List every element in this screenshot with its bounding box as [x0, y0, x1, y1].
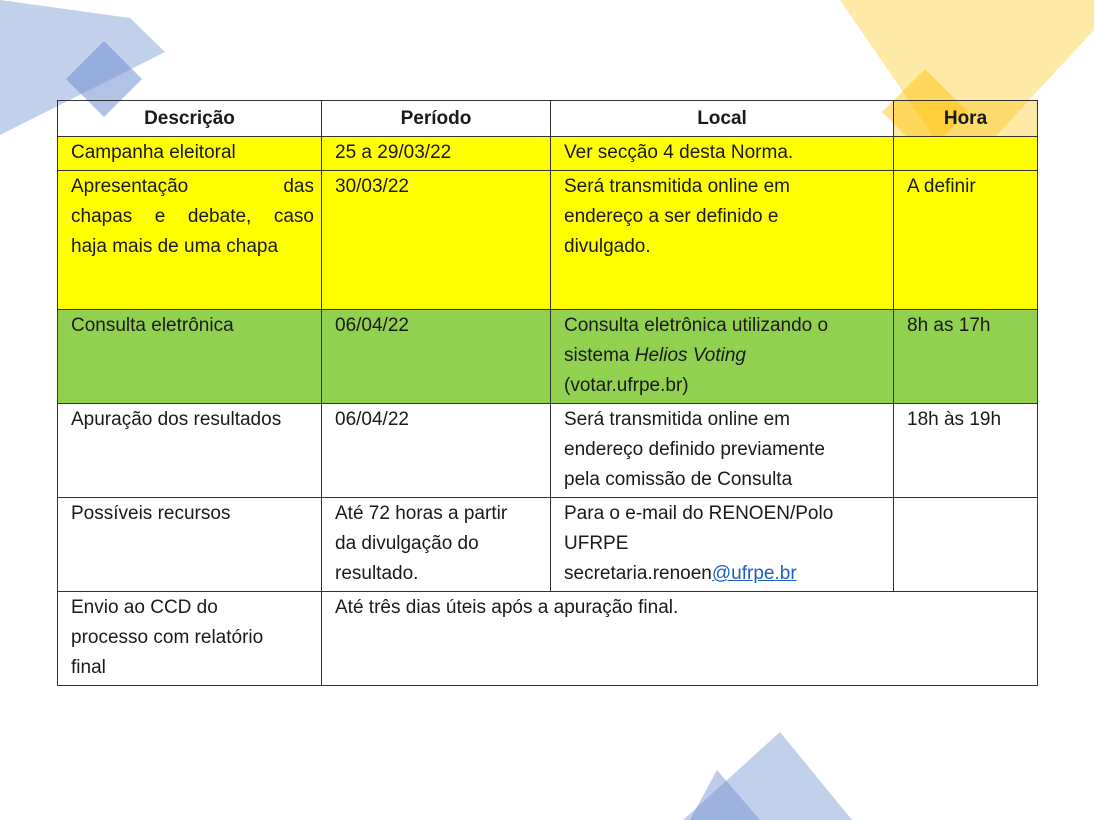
table-row [58, 310, 1038, 404]
cell-hora: 18h às 19h [894, 404, 1038, 498]
cell-line: Envio ao CCD do [71, 597, 218, 618]
cell-line: chapas e debate, caso [71, 206, 314, 227]
header-descricao: Descrição [58, 101, 322, 137]
cell-hora [894, 498, 1038, 592]
cell-hora: 8h as 17h [894, 310, 1038, 404]
email-link[interactable]: @ufrpe.br [711, 563, 797, 584]
cell-line [564, 559, 886, 589]
header-row [58, 101, 1038, 137]
table-row [58, 171, 1038, 310]
cell-descricao: Apuração dos resultados [58, 404, 322, 498]
cell-line: resultado. [335, 563, 419, 584]
cell-descricao [58, 171, 322, 310]
cell-descricao [58, 592, 322, 686]
cell-local [551, 171, 894, 310]
cell-line: (votar.ufrpe.br) [564, 375, 689, 396]
cell-hora: A definir [894, 171, 1038, 310]
cell-periodo: 06/04/22 [322, 404, 551, 498]
cell-line [564, 341, 886, 371]
cell-local [551, 404, 894, 498]
header-hora: Hora [894, 101, 1038, 137]
cell-line: final [71, 657, 106, 678]
cell-text: sistema [564, 345, 635, 366]
cell-line: pela comissão de Consulta [564, 469, 793, 490]
cell-line: da divulgação do [335, 533, 479, 554]
cell-local: Ver secção 4 desta Norma. [551, 137, 894, 171]
cell-periodo: 30/03/22 [322, 171, 551, 310]
cell-line: haja mais de uma chapa [71, 236, 279, 257]
cell-line: divulgado. [564, 236, 651, 257]
cell-periodo: 25 a 29/03/22 [322, 137, 551, 171]
cell-line: Para o e-mail do RENOEN/Polo [564, 503, 834, 524]
cell-periodo [322, 498, 551, 592]
cell-line: Até 72 horas a partir [335, 503, 508, 524]
cell-local [551, 498, 894, 592]
cell-hora [894, 137, 1038, 171]
email-user-text: secretaria.renoen [564, 563, 712, 584]
cell-line: Consulta eletrônica utilizando o [564, 315, 829, 336]
header-local: Local [551, 101, 894, 137]
table-row [58, 137, 1038, 171]
cell-descricao: Campanha eleitoral [58, 137, 322, 171]
table-row [58, 404, 1038, 498]
cell-line: Será transmitida online em [564, 176, 790, 197]
table-row [58, 592, 1038, 686]
cell-line: UFRPE [564, 533, 629, 554]
cell-line: endereço a ser definido e [564, 206, 779, 227]
cell-descricao: Consulta eletrônica [58, 310, 322, 404]
header-periodo: Período [322, 101, 551, 137]
cell-line: Será transmitida online em [564, 409, 790, 430]
cell-line: endereço definido previamente [564, 439, 825, 460]
cell-line: processo com relatório [71, 627, 264, 648]
cell-descricao: Possíveis recursos [58, 498, 322, 592]
helios-voting-text: Helios Voting [634, 345, 746, 366]
schedule-table [57, 100, 1038, 686]
cell-merged: Até três dias úteis após a apuração final. [322, 592, 1038, 686]
cell-local [551, 310, 894, 404]
table-row [58, 498, 1038, 592]
cell-line: Apresentação das [71, 176, 314, 197]
cell-periodo: 06/04/22 [322, 310, 551, 404]
